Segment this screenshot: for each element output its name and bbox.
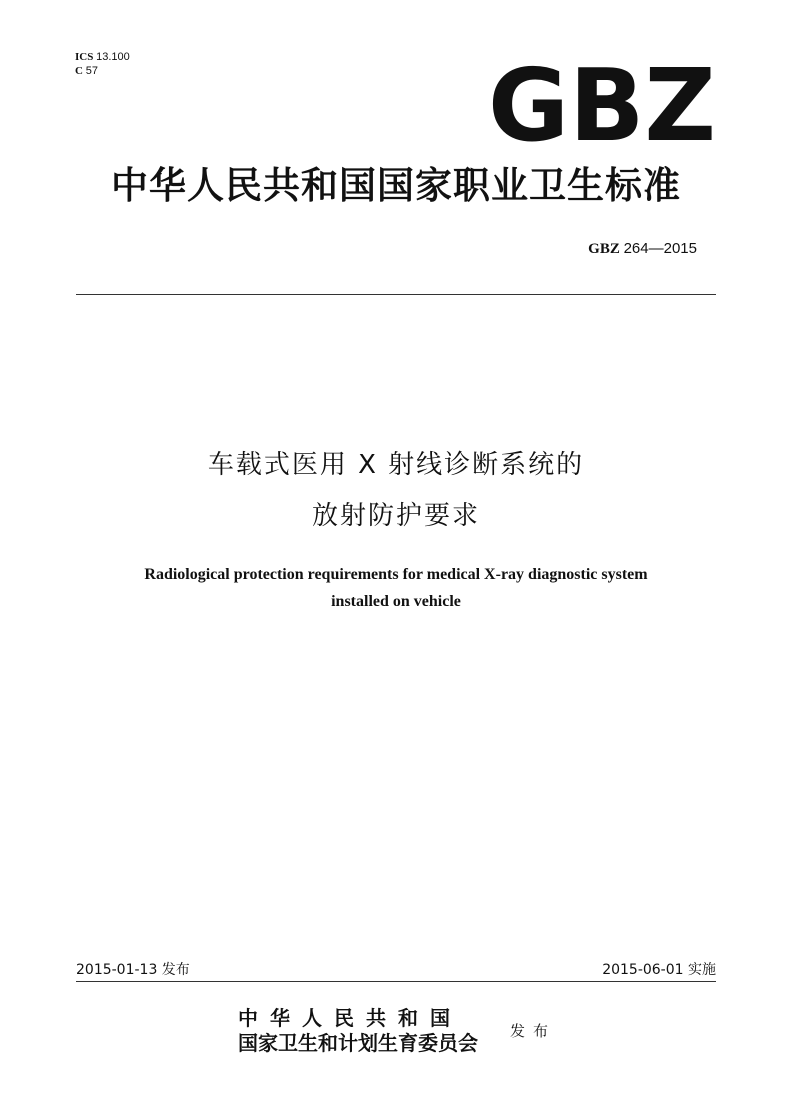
issuer-line-1: 中华人民共和国 <box>238 1006 462 1030</box>
chinese-title-line-1: 车载式医用 X 射线诊断系统的 <box>207 450 585 480</box>
standard-series-title: 中华人民共和国国家职业卫生标准 <box>111 163 681 207</box>
bottom-divider <box>76 981 716 982</box>
standard-prefix: GBZ <box>588 241 620 257</box>
ccs-line <box>75 64 130 78</box>
gbz-logo <box>488 58 716 142</box>
english-title-line-2: installed on vehicle <box>331 593 461 610</box>
ccs-code: 57 <box>85 65 98 77</box>
ics-code: 13.100 <box>96 51 130 63</box>
issue-date: 2015-01-13 发布 <box>76 962 190 978</box>
ccs-label: C <box>75 65 83 77</box>
ics-label: ICS <box>75 51 94 63</box>
classification-codes <box>75 50 130 78</box>
ics-line <box>75 50 130 64</box>
standard-code: 264—2015 <box>623 240 697 257</box>
english-title-line-1: Radiological protection requirements for medical X-ray diagnostic system <box>144 566 648 583</box>
gbz-logo-text: GBZ <box>488 58 716 142</box>
standard-number <box>588 240 697 258</box>
publish-label: 发布 <box>510 1022 557 1040</box>
implementation-date: 2015-06-01 实施 <box>602 962 716 978</box>
top-divider <box>76 294 716 295</box>
issuer-line-2: 国家卫生和计划生育委员会 <box>238 1031 478 1055</box>
chinese-title-line-2: 放射防护要求 <box>311 501 480 531</box>
